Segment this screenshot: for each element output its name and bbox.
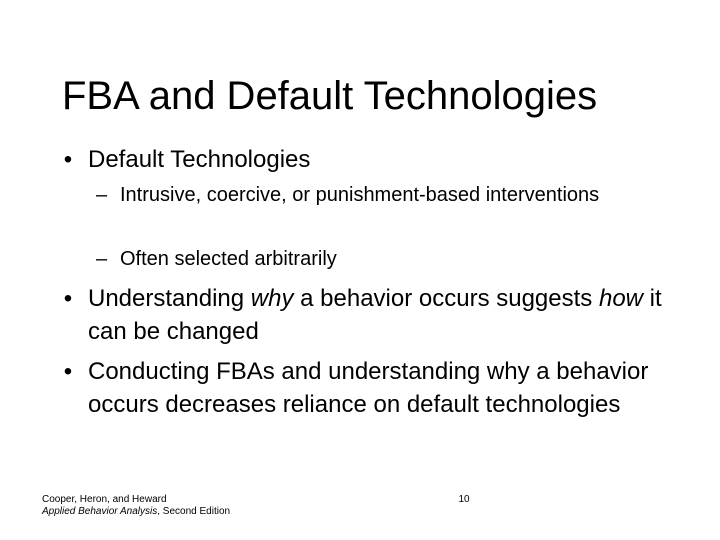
bullet-conducting-fbas (63, 355, 688, 421)
bullet-text-part: it can be changed (88, 285, 662, 345)
bullet-marker: • (63, 358, 73, 385)
footer-book-title: Applied Behavior Analysis (42, 506, 158, 517)
footer-edition: , Second Edition (157, 506, 231, 517)
bullet-text: Default Technologies (88, 146, 311, 173)
bullet-marker: • (63, 146, 73, 173)
subitem-text: Intrusive, coercive, or punishment-based interventions (120, 184, 600, 206)
page-number: 10 (458, 494, 470, 505)
slide-title: FBA and Default Technologies (62, 74, 598, 118)
bullet-marker: • (63, 285, 73, 312)
bullet-default-technologies (63, 143, 688, 176)
footer-authors: Cooper, Heron, and Heward (42, 494, 167, 505)
bullet-text-part: a behavior occurs suggests (293, 285, 599, 312)
subitem-intrusive-interventions (96, 182, 600, 209)
emphasis-how: how (598, 285, 643, 312)
emphasis-why: why (250, 285, 294, 312)
footer-citation (42, 494, 230, 518)
bullet-understanding-why (63, 282, 688, 348)
subitem-text: Often selected arbitrarily (120, 248, 337, 270)
bullet-text: Conducting FBAs and understanding why a behavior occurs decreases reliance on default technologies (88, 358, 649, 418)
dash-marker: – (96, 184, 108, 206)
dash-marker: – (96, 248, 108, 270)
footer-book (42, 506, 230, 518)
subitem-selected-arbitrarily (96, 246, 600, 273)
bullet-text-part: Understanding (88, 285, 251, 312)
